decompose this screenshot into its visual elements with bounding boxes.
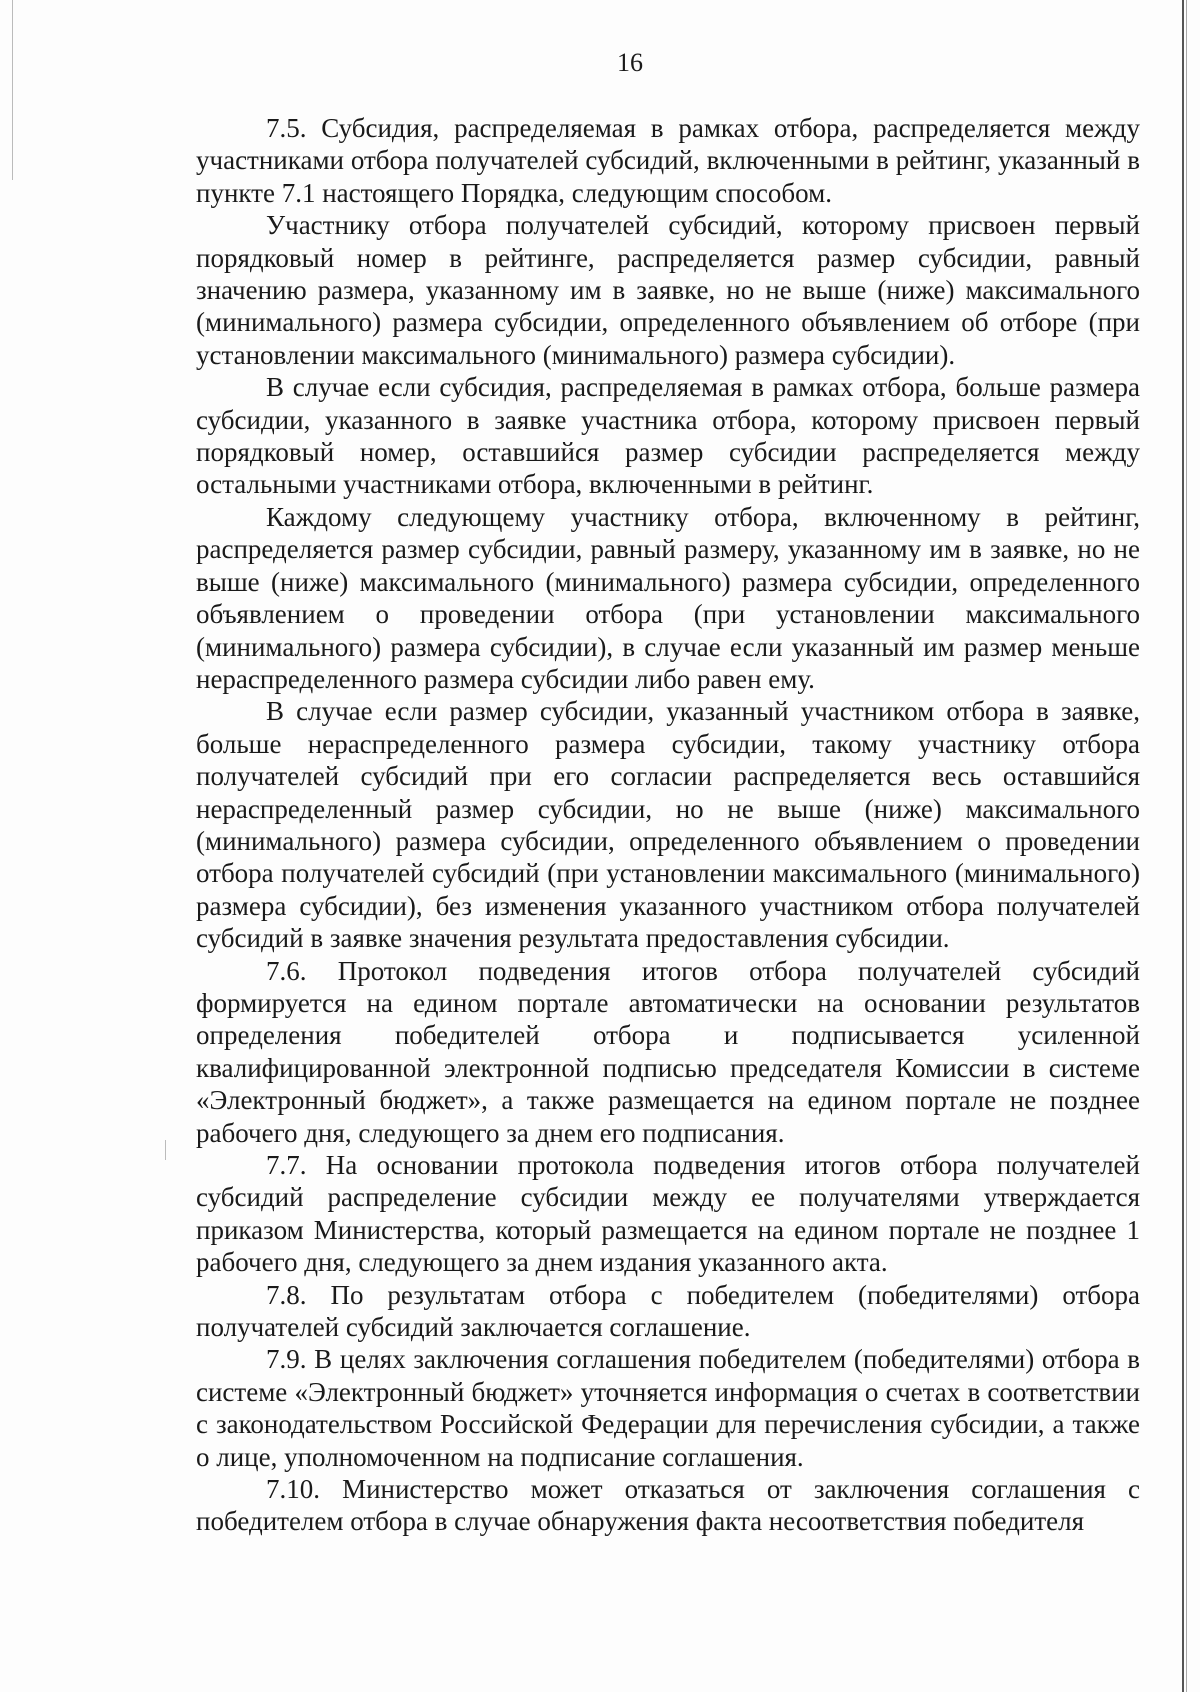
paragraph-next-participants: Каждому следующему участнику отбора, включенному в рейтинг, распределяется размер субсидии, равный размеру, указанному им в заявке, но не выше (ниже) максимального (минимального) размера субсидии, определенного объявлением о проведении отбора (при установлении максимального (минимального) размера субсидии), в случае если указанный им размер меньше нераспределенного размера субсидии либо равен ему. bbox=[196, 501, 1140, 694]
scan-margin-mark bbox=[12, 0, 13, 180]
paragraph-7-9: 7.9. В целях заключения соглашения победителем (победителями) отбора в системе «Электронный бюджет» уточняется информация о счетах в соответствии с законодательством Российской Федерации для перечисления субсидии, а также о лице, уполномоченном на подписание соглашения. bbox=[196, 1344, 1140, 1472]
paragraph-7-7: 7.7. На основании протокола подведения итогов отбора получателей субсидий распределение субсидии между ее получателями утверждается приказом Министерства, который размещается на едином портале не позднее 1 рабочего дня, следующего за днем издания указанного акта. bbox=[196, 1150, 1140, 1278]
paragraph-undistributed-subsidy: В случае если размер субсидии, указанный участником отбора в заявке, больше нераспределенного размера субсидии, такому участнику отбора получателей субсидий при его согласии распределяется весь оставшийся нераспределенный размер субсидии, но не выше (ниже) максимального (минимального) размера субсидии, определенного объявлением о проведении отбора получателей субсидий (при установлении максимального (минимального) размера субсидии), без изменения указанного участником отбора получателей субсидий в заявке значения результата предоставления субсидии. bbox=[196, 696, 1140, 954]
page-edge-shadow bbox=[1186, 0, 1187, 1692]
paragraph-7-8: 7.8. По результатам отбора с победителем (победителями) отбора получателей субсидий заключается соглашение. bbox=[196, 1279, 1140, 1343]
paragraph-7-6: 7.6. Протокол подведения итогов отбора получателей субсидий формируется на едином портале автоматически на основании результатов определения победителей отбора и подписывается усиленной квалифицированной электронной подписью председателя Комиссии в системе «Электронный бюджет», а также размещается на едином портале не позднее рабочего дня, следующего за днем его подписания. bbox=[196, 955, 1140, 1148]
paragraph-remaining-subsidy: В случае если субсидия, распределяемая в рамках отбора, больше размера субсидии, указанного в заявке участника отбора, которому присвоен первый порядковый номер, оставшийся размер субсидии распределяется между остальными участниками отбора, включенными в рейтинг. bbox=[196, 372, 1140, 500]
paragraph-7-10: 7.10. Министерство может отказаться от заключения соглашения с победителем отбора в случае обнаружения факта несоответствия победителя bbox=[196, 1474, 1140, 1537]
scan-margin-mark bbox=[165, 1140, 166, 1160]
paragraph-7-5: 7.5. Субсидия, распределяемая в рамках отбора, распределяется между участниками отбора получателей субсидий, включенными в рейтинг, указанный в пункте 7.1 настоящего Порядка, следующим способом. bbox=[196, 113, 1140, 208]
paragraph-first-participant: Участнику отбора получателей субсидий, которому присвоен первый порядковый номер в рейтинге, распределяется размер субсидии, равный значению размера, указанному им в заявке, но не выше (ниже) максимального (минимального) размера субсидии, определенного объявлением об отборе (при установлении максимального (минимального) размера субсидии). bbox=[196, 210, 1140, 370]
document-body bbox=[196, 112, 1140, 1538]
page-number: 16 bbox=[617, 48, 643, 77]
page-edge-line bbox=[1182, 0, 1184, 1692]
